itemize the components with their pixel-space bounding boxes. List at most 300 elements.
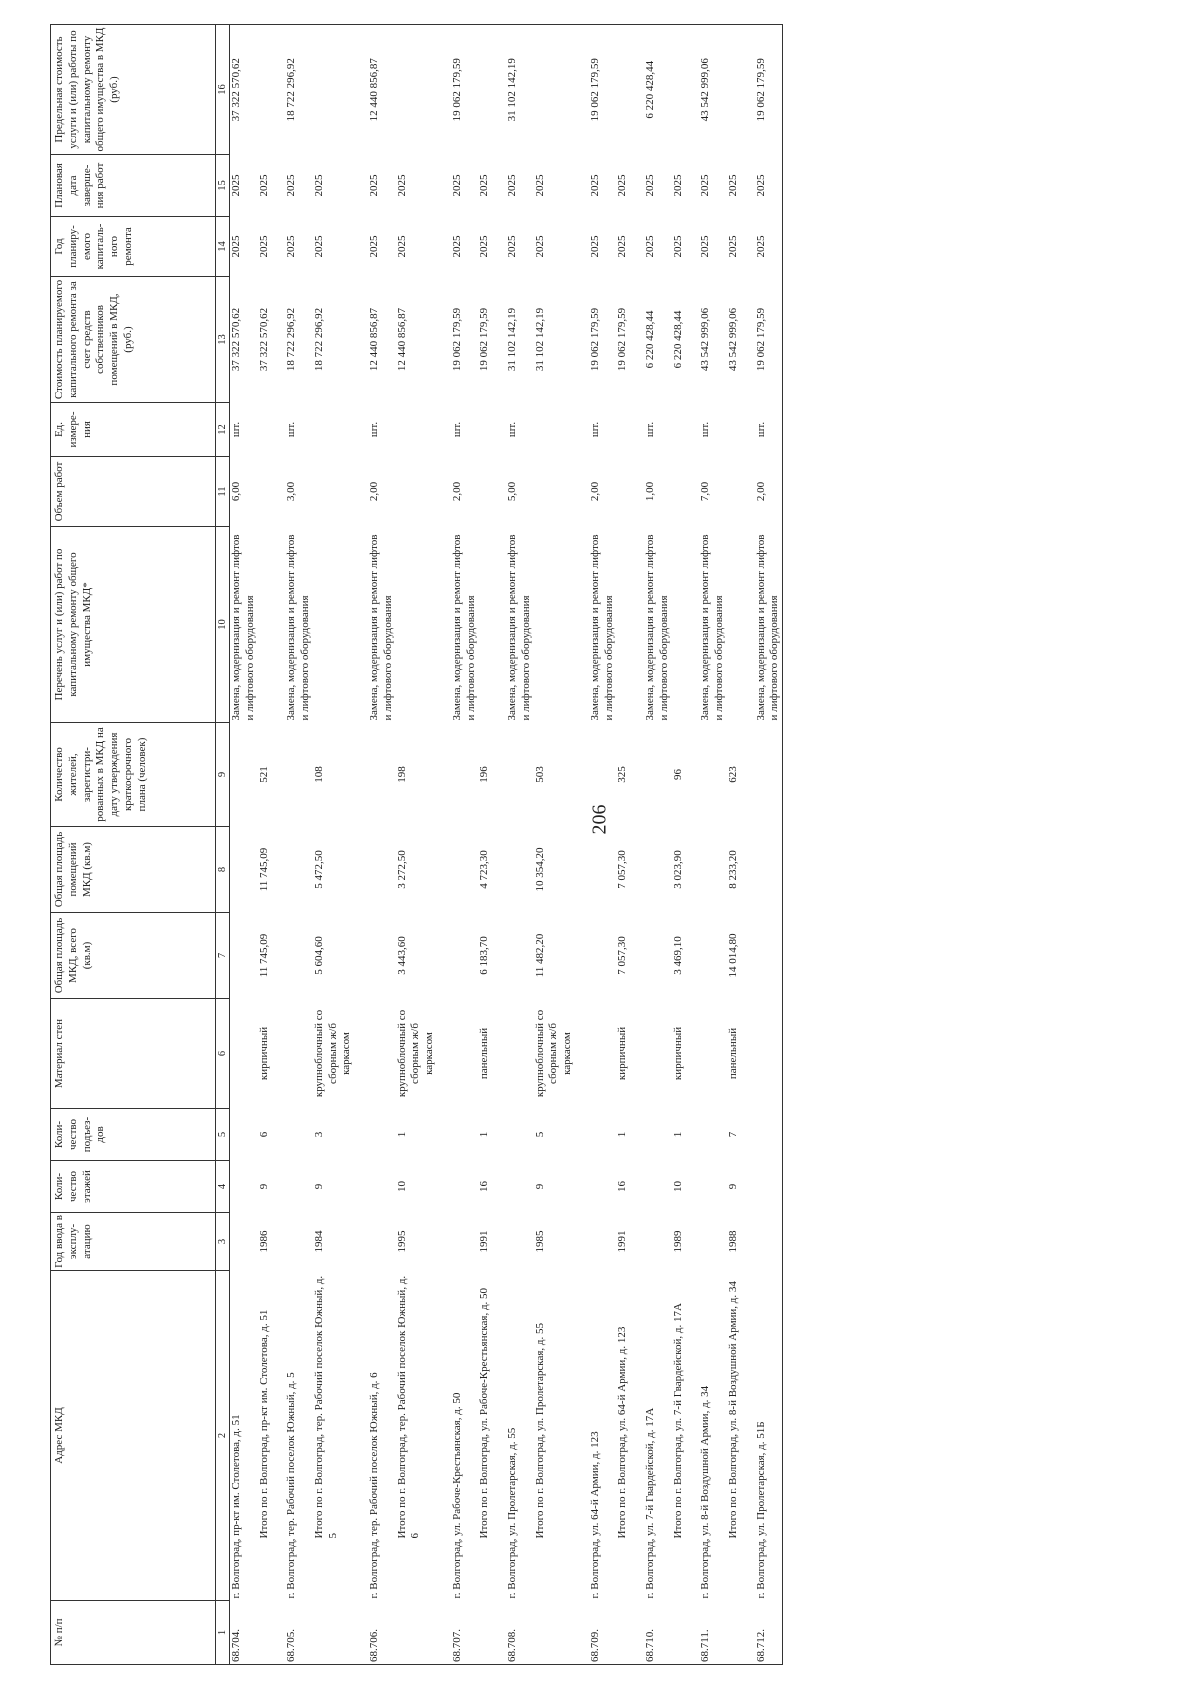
- cell-empty: [285, 1161, 313, 1213]
- cell-empty: [230, 913, 258, 999]
- spacer-cell: [354, 827, 368, 913]
- spacer-cell: [437, 913, 451, 999]
- cell-date: 2025: [395, 174, 408, 197]
- cell-entrances: 1: [671, 1131, 684, 1138]
- cell-entrances: 3: [312, 1131, 325, 1138]
- cell-empty: [699, 1109, 727, 1161]
- cell-addr: г. Волгоград, ул. Пролетарская, д. 51Б: [755, 1271, 783, 1601]
- spacer-cell: [354, 457, 368, 527]
- cell-empty: [589, 913, 617, 999]
- cell-empty: [727, 457, 741, 527]
- column-number-15: 15: [216, 155, 230, 217]
- column-number-12: 12: [216, 403, 230, 457]
- cell-addr: г. Волгоград, ул. 8-й Воздушной Армии, д. 34: [699, 1385, 712, 1599]
- spacer-cell: [271, 1271, 285, 1601]
- cell-material: кирпичный: [671, 1026, 684, 1081]
- spacer-cell: [630, 723, 644, 827]
- cell-year_built: 1991: [616, 1230, 629, 1253]
- spacer-cell: [630, 827, 644, 913]
- spacer-cell: [685, 403, 699, 457]
- cell-empty: [230, 1161, 258, 1213]
- column-number-row: [216, 25, 230, 1665]
- cell-n: 68.705.: [285, 1601, 313, 1665]
- spacer-cell: [492, 827, 506, 913]
- cell-area_rooms: 7 057,30: [616, 850, 629, 889]
- spacer-cell: [492, 277, 506, 403]
- spacer-cell: [492, 1161, 506, 1213]
- spacer-cell: [685, 1161, 699, 1213]
- column-number-10: 10: [216, 527, 230, 723]
- total-row: [534, 25, 575, 1665]
- spacer-cell: [271, 723, 285, 827]
- cell-empty: [478, 403, 492, 457]
- cell-empty: [699, 999, 727, 1109]
- cell-empty: [451, 827, 479, 913]
- column-number-2: 2: [216, 1271, 230, 1601]
- cell-volume: 2,00: [368, 481, 381, 502]
- cell-empty: [727, 1601, 741, 1665]
- cell-cost: 18 722 296,92: [312, 307, 325, 372]
- row-spacer: [685, 25, 699, 1665]
- spacer-cell: [685, 723, 699, 827]
- cell-empty: [672, 527, 686, 723]
- cell-addr: Итого по г. Волгоград, ул. 8-й Воздушной Армии, д. 34: [726, 1281, 739, 1539]
- spacer-cell: [575, 723, 589, 827]
- cell-cost: 12 440 856,87: [368, 307, 381, 372]
- cell-area_rooms: 8 233,20: [726, 850, 739, 889]
- spacer-cell: [575, 277, 589, 403]
- row-spacer: [271, 25, 285, 1665]
- table-row: [699, 25, 727, 1665]
- cell-area_rooms: 3 023,90: [671, 850, 684, 889]
- cell-empty: [699, 1213, 727, 1271]
- cell-empty: [616, 457, 630, 527]
- cell-empty: [506, 913, 534, 999]
- cell-empty: [313, 527, 354, 723]
- cell-addr: Итого по г. Волгоград, ул. Рабоче-Крестьянская, д. 50: [478, 1287, 491, 1539]
- cell-entrances: 6: [257, 1131, 270, 1138]
- cell-cost: 43 542 999,06: [699, 307, 712, 372]
- cell-year: 2025: [506, 235, 519, 258]
- cell-empty: [396, 457, 437, 527]
- cell-date: 2025: [726, 174, 739, 197]
- cell-cost: 19 062 179,59: [450, 307, 463, 372]
- cell-year: 2025: [230, 235, 243, 258]
- cell-material: крупноблочный со сборным ж/б каркасом: [312, 1009, 353, 1098]
- column-number-5: 5: [216, 1109, 230, 1161]
- cell-limit: 6 220 428,44: [644, 25, 672, 155]
- spacer-cell: [271, 1601, 285, 1665]
- cell-addr: г. Волгоград, ул. 7-й Гвардейской, д. 17А: [644, 1407, 657, 1599]
- cell-date: 2025: [588, 174, 601, 197]
- spacer-cell: [492, 1271, 506, 1601]
- cell-empty: [396, 25, 437, 155]
- spacer-cell: [741, 155, 755, 217]
- spacer-cell: [354, 1161, 368, 1213]
- spacer-cell: [354, 1213, 368, 1271]
- column-number-4: 4: [216, 1161, 230, 1213]
- spacer-cell: [575, 155, 589, 217]
- cell-cost: 19 062 179,59: [478, 307, 491, 372]
- cell-n: 68.711.: [699, 1601, 727, 1665]
- spacer-cell: [354, 723, 368, 827]
- cell-addr: г. Волгоград, тер. Рабочий поселок Южный, д. 5: [285, 1372, 298, 1599]
- spacer-cell: [492, 999, 506, 1109]
- spacer-cell: [685, 1109, 699, 1161]
- spacer-cell: [437, 1213, 451, 1271]
- cell-work: Замена, модернизация и ремонт лифтов и лифтового оборудования: [506, 534, 532, 721]
- cell-date: 2025: [533, 174, 546, 197]
- cell-empty: [644, 723, 672, 827]
- spacer-cell: [575, 1213, 589, 1271]
- cell-empty: [616, 527, 630, 723]
- column-number-13: 13: [216, 277, 230, 403]
- cell-area_total: 11 745,09: [257, 933, 270, 978]
- column-header-12: Ед. измере-ния: [51, 403, 216, 457]
- cell-empty: [506, 999, 534, 1109]
- cell-year: 2025: [312, 235, 325, 258]
- cell-empty: [755, 999, 783, 1109]
- column-header-7: Общая площадь МКД, всего (кв.м): [51, 913, 216, 999]
- cell-volume: 3,00: [285, 481, 298, 502]
- cell-n: 68.709.: [589, 1601, 617, 1665]
- cell-date: 2025: [671, 174, 684, 197]
- cell-empty: [755, 1161, 783, 1213]
- cell-cost: 6 220 428,44: [644, 310, 657, 369]
- cell-unit: шт.: [285, 421, 298, 438]
- spacer-cell: [437, 1271, 451, 1601]
- cell-date: 2025: [699, 174, 712, 197]
- cell-date: 2025: [257, 174, 270, 197]
- cell-date: 2025: [755, 155, 783, 217]
- column-header-4: Коли-чество этажей: [51, 1161, 216, 1213]
- spacer-cell: [741, 217, 755, 277]
- cell-date: 2025: [616, 174, 629, 197]
- spacer-cell: [354, 403, 368, 457]
- cell-year: 2025: [644, 235, 657, 258]
- cell-volume: 5,00: [506, 481, 519, 502]
- cell-addr: Итого по г. Волгоград, пр-кт им. Столетова, д. 51: [257, 1309, 270, 1539]
- cell-unit: шт.: [230, 421, 243, 438]
- spacer-cell: [354, 1271, 368, 1601]
- spacer-cell: [354, 1109, 368, 1161]
- cell-area_rooms: 4 723,30: [478, 850, 491, 889]
- cell-empty: [368, 999, 396, 1109]
- spacer-cell: [630, 217, 644, 277]
- spacer-cell: [741, 25, 755, 155]
- spacer-cell: [630, 1213, 644, 1271]
- spacer-cell: [685, 25, 699, 155]
- cell-empty: [534, 25, 575, 155]
- column-header-10: Перечень услуг и (или) работ по капитальному ремонту общего имущества МКД*: [51, 527, 216, 723]
- spacer-cell: [271, 457, 285, 527]
- spacer-cell: [492, 527, 506, 723]
- cell-cost: 12 440 856,87: [395, 307, 408, 372]
- spacer-cell: [271, 277, 285, 403]
- cell-year: 2025: [450, 235, 463, 258]
- total-row: [396, 25, 437, 1665]
- cell-work: Замена, модернизация и ремонт лифтов и лифтового оборудования: [699, 534, 726, 721]
- spacer-cell: [741, 1271, 755, 1601]
- spacer-cell: [741, 827, 755, 913]
- cell-year: 2025: [478, 235, 491, 258]
- cell-limit: 31 102 142,19: [506, 25, 534, 155]
- spacer-cell: [575, 457, 589, 527]
- column-number-3: 3: [216, 1213, 230, 1271]
- spacer-cell: [685, 217, 699, 277]
- cell-empty: [616, 403, 630, 457]
- cell-empty: [368, 723, 396, 827]
- cell-area_rooms: 5 472,50: [312, 850, 325, 889]
- rotated-page: [50, 25, 1175, 1665]
- cell-material: кирпичный: [616, 1026, 629, 1081]
- spacer-cell: [575, 527, 589, 723]
- spacer-cell: [271, 913, 285, 999]
- cell-cost: 19 062 179,59: [616, 307, 629, 372]
- cell-empty: [285, 999, 313, 1109]
- cell-empty: [672, 25, 686, 155]
- column-header-6: Материал стен: [51, 999, 216, 1109]
- cell-material: панельный: [478, 1027, 491, 1080]
- cell-residents: 108: [312, 766, 325, 783]
- cell-empty: [451, 913, 479, 999]
- cell-date: 2025: [478, 174, 491, 197]
- column-number-14: 14: [216, 217, 230, 277]
- spacer-cell: [685, 913, 699, 999]
- column-header-9: Количество жителей, зарегистри-рованных в МКД на дату утверждения краткосрочного плана (человек): [51, 723, 216, 827]
- cell-limit: 43 542 999,06: [699, 25, 727, 155]
- cell-area_total: 11 482,20: [533, 933, 546, 978]
- spacer-cell: [630, 527, 644, 723]
- cell-addr: Итого по г. Волгоград, ул. Пролетарская, д. 55: [533, 1322, 546, 1539]
- spacer-cell: [354, 217, 368, 277]
- cell-year_built: 1985: [533, 1230, 546, 1253]
- cell-empty: [672, 1601, 686, 1665]
- spacer-cell: [630, 155, 644, 217]
- cell-floors: 16: [616, 1181, 629, 1192]
- spacer-cell: [630, 1601, 644, 1665]
- column-header-13: Стоимость планируемого капитального ремонта за счет средств собственников помещений в МКД, (руб.): [51, 277, 216, 403]
- row-spacer: [492, 25, 506, 1665]
- cell-empty: [368, 913, 396, 999]
- cell-empty: [534, 403, 575, 457]
- cell-unit: шт.: [699, 421, 712, 438]
- table-body: [230, 25, 783, 1665]
- cell-residents: 96: [671, 769, 684, 780]
- cell-empty: [616, 1601, 630, 1665]
- cell-empty: [616, 25, 630, 155]
- cell-addr: г. Волгоград, ул. Пролетарская, д. 55: [506, 1427, 519, 1599]
- cell-cost: 6 220 428,44: [671, 310, 684, 369]
- column-header-14: Год планиру-емого капиталь-ного ремонта: [51, 217, 216, 277]
- row-spacer: [630, 25, 644, 1665]
- cell-year: 2025: [726, 235, 739, 258]
- cell-empty: [258, 527, 272, 723]
- cell-floors: 9: [533, 1183, 546, 1190]
- spacer-cell: [575, 25, 589, 155]
- column-number-7: 7: [216, 913, 230, 999]
- cell-empty: [589, 723, 617, 827]
- spacer-cell: [437, 217, 451, 277]
- cell-limit: 37 322 570,62: [230, 25, 258, 155]
- spacer-cell: [271, 527, 285, 723]
- cell-empty: [396, 403, 437, 457]
- table-row: [644, 25, 672, 1665]
- total-row: [258, 25, 272, 1665]
- cell-entrances: 1: [616, 1131, 629, 1138]
- cell-empty: [506, 1213, 534, 1271]
- cell-area_rooms: 3 272,50: [395, 850, 408, 889]
- spacer-cell: [685, 1213, 699, 1271]
- column-header-3: Год ввода в эксплу-атацию: [51, 1213, 216, 1271]
- spacer-cell: [492, 1213, 506, 1271]
- cell-volume: 2,00: [450, 481, 463, 502]
- cell-year: 2025: [671, 235, 684, 258]
- total-row: [616, 25, 630, 1665]
- table-row: [755, 25, 783, 1665]
- spacer-cell: [437, 827, 451, 913]
- cell-addr: г. Волгоград, пр-кт им. Столетова, д. 51: [230, 1414, 243, 1599]
- cell-empty: [313, 25, 354, 155]
- cell-area_total: 14 014,80: [726, 933, 739, 978]
- cell-addr: Итого по г. Волгоград, ул. 7-й Гвардейской, д. 17А: [671, 1303, 684, 1539]
- cell-empty: [672, 403, 686, 457]
- cell-empty: [451, 1109, 479, 1161]
- cell-empty: [230, 1213, 258, 1271]
- column-number-11: 11: [216, 457, 230, 527]
- cell-empty: [755, 1109, 783, 1161]
- cell-empty: [313, 403, 354, 457]
- cell-year_built: 1995: [395, 1230, 408, 1253]
- spacer-cell: [575, 217, 589, 277]
- column-header-5: Коли-чество подъез-дов: [51, 1109, 216, 1161]
- cell-work: Замена, модернизация и ремонт лифтов и лифтового оборудования: [450, 534, 477, 721]
- spacer-cell: [741, 1109, 755, 1161]
- spacer-cell: [354, 527, 368, 723]
- cell-volume: 2,00: [755, 457, 783, 527]
- cell-empty: [644, 1161, 672, 1213]
- row-spacer: [437, 25, 451, 1665]
- cell-empty: [230, 999, 258, 1109]
- spacer-cell: [271, 403, 285, 457]
- spacer-cell: [271, 1161, 285, 1213]
- cell-empty: [727, 403, 741, 457]
- spacer-cell: [741, 527, 755, 723]
- spacer-cell: [575, 1271, 589, 1601]
- spacer-cell: [492, 723, 506, 827]
- cell-empty: [368, 1109, 396, 1161]
- cell-empty: [451, 999, 479, 1109]
- total-row: [672, 25, 686, 1665]
- cell-date: 2025: [368, 174, 381, 197]
- cell-empty: [478, 527, 492, 723]
- header-row: [51, 25, 216, 1665]
- cell-area_total: 5 604,60: [312, 936, 325, 975]
- cell-residents: 521: [257, 766, 270, 783]
- cell-cost: 19 062 179,59: [588, 307, 601, 372]
- spacer-cell: [575, 1601, 589, 1665]
- spacer-cell: [575, 827, 589, 913]
- cell-floors: 9: [257, 1183, 270, 1190]
- cell-volume: 1,00: [644, 481, 657, 502]
- spacer-cell: [354, 25, 368, 155]
- spacer-cell: [685, 527, 699, 723]
- cell-empty: [478, 1601, 492, 1665]
- cell-empty: [589, 827, 617, 913]
- spacer-cell: [437, 155, 451, 217]
- column-header-8: Общая площадь помещений МКД (кв.м): [51, 827, 216, 913]
- cell-empty: [368, 1213, 396, 1271]
- spacer-cell: [630, 1161, 644, 1213]
- cell-empty: [755, 913, 783, 999]
- cell-year: 2025: [699, 235, 712, 258]
- total-row: [727, 25, 741, 1665]
- cell-empty: [644, 1213, 672, 1271]
- spacer-cell: [492, 913, 506, 999]
- capital-repair-table: [50, 24, 783, 1665]
- cell-volume: 2,00: [588, 481, 601, 502]
- cell-entrances: 5: [533, 1131, 546, 1138]
- cell-year: 2025: [257, 235, 270, 258]
- cell-empty: [589, 1161, 617, 1213]
- spacer-cell: [271, 155, 285, 217]
- cell-floors: 10: [671, 1181, 684, 1192]
- cell-empty: [368, 1161, 396, 1213]
- cell-empty: [506, 827, 534, 913]
- table-row: [230, 25, 258, 1665]
- cell-empty: [534, 527, 575, 723]
- cell-area_total: 3 443,60: [395, 936, 408, 975]
- cell-empty: [755, 723, 783, 827]
- spacer-cell: [437, 1161, 451, 1213]
- cell-empty: [258, 25, 272, 155]
- cell-year_built: 1986: [257, 1230, 270, 1253]
- cell-material: кирпичный: [257, 1026, 270, 1081]
- column-header-11: Объем работ: [51, 457, 216, 527]
- column-header-16: Предельная стоимость услуги и (или) работы по капитальному ремонту общего имущества в МКД (руб.): [51, 25, 216, 155]
- cell-empty: [285, 723, 313, 827]
- spacer-cell: [437, 723, 451, 827]
- cell-n: 68.706.: [368, 1601, 396, 1665]
- spacer-cell: [437, 527, 451, 723]
- cell-residents: 325: [616, 766, 629, 783]
- spacer-cell: [630, 1271, 644, 1601]
- spacer-cell: [575, 403, 589, 457]
- cell-empty: [478, 25, 492, 155]
- cell-addr: г. Волгоград, ул. 64-й Армии, д. 123: [588, 1431, 601, 1599]
- cell-empty: [285, 1109, 313, 1161]
- row-spacer: [741, 25, 755, 1665]
- spacer-cell: [437, 1601, 451, 1665]
- cell-unit: шт.: [644, 421, 657, 438]
- cell-year_built: 1989: [671, 1230, 684, 1253]
- spacer-cell: [630, 913, 644, 999]
- cell-empty: [313, 1601, 354, 1665]
- cell-addr: г. Волгоград, тер. Рабочий поселок Южный, д. 6: [368, 1372, 381, 1599]
- cell-cost: 43 542 999,06: [726, 307, 739, 372]
- spacer-cell: [630, 1109, 644, 1161]
- cell-unit: шт.: [450, 421, 463, 438]
- cell-cost: 19 062 179,59: [755, 277, 783, 403]
- column-number-8: 8: [216, 827, 230, 913]
- spacer-cell: [492, 1601, 506, 1665]
- table-row: [589, 25, 617, 1665]
- cell-date: 2025: [230, 174, 243, 197]
- cell-date: 2025: [506, 174, 519, 197]
- spacer-cell: [354, 1601, 368, 1665]
- spacer-cell: [575, 913, 589, 999]
- cell-empty: [672, 457, 686, 527]
